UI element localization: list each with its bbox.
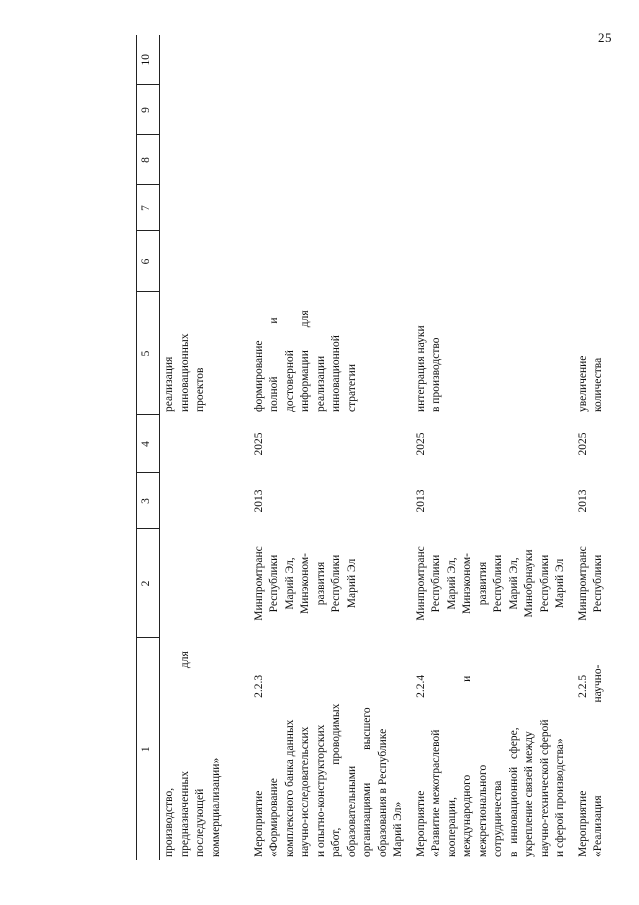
responsible-line: развития [314, 561, 327, 606]
cell-10 [160, 35, 250, 85]
column-header-2: 2 [137, 529, 160, 638]
responsible-cell [250, 529, 412, 638]
measure-line: организациями высшего [361, 707, 373, 857]
measure-line: образования в Республике [376, 728, 389, 857]
start-year-cell: 2013 [576, 489, 589, 513]
result-cell [160, 292, 250, 415]
responsible-line: Республики [592, 554, 604, 613]
measure-line: межрегионального [476, 764, 489, 857]
result-line: реализации [314, 355, 327, 412]
measure-line: Марий Эл» [392, 801, 404, 857]
start-year-cell: 2013 [414, 489, 427, 513]
column-header-8: 8 [137, 135, 160, 185]
responsible-line: развития [476, 561, 489, 606]
cell-10 [250, 35, 412, 85]
measure-line: укрепление связей между [523, 731, 535, 857]
cell-8 [412, 135, 574, 185]
cell-10 [412, 35, 574, 85]
measure-line: образовательными [345, 765, 358, 857]
table-row [160, 35, 250, 860]
cell-7 [412, 185, 574, 231]
end-year-cell: 2025 [252, 432, 265, 456]
rotated-table-wrapper [136, 35, 604, 860]
measure-title-cell [412, 638, 574, 860]
result-line: достоверной [283, 350, 296, 412]
responsible-line: Марий Эл, [283, 557, 296, 610]
measure-line: коммерциализации» [209, 757, 222, 857]
measure-line: производство, [163, 787, 175, 857]
measure-line: комплексного банка данных [283, 719, 296, 857]
result-line: информации для [299, 310, 311, 412]
responsible-line: Марий Эл [554, 558, 566, 609]
cell-10 [574, 35, 614, 85]
measure-line: последующей [194, 788, 206, 857]
result-cell [412, 292, 574, 415]
end-year-cell [160, 415, 250, 473]
result-line: количества [592, 357, 604, 412]
measures-table [136, 35, 614, 860]
result-line: в производство [430, 337, 442, 412]
measure-title-cell [574, 638, 614, 860]
table-row [250, 35, 412, 860]
cell-8 [250, 135, 412, 185]
cell-9 [250, 85, 412, 135]
cell-6 [574, 231, 614, 292]
result-line: инновационной [330, 335, 342, 412]
measure-line: сотрудничества [492, 780, 504, 857]
responsible-line: Марий Эл, [507, 557, 520, 610]
measure-line: Мероприятие 2.2.5 [576, 674, 589, 857]
responsible-line: Республики [330, 554, 342, 613]
result-cell [574, 292, 614, 415]
cell-7 [574, 185, 614, 231]
responsible-line: Минэконом- [461, 553, 473, 615]
measure-line: научно-исследовательских [299, 726, 311, 857]
measure-line: предназначенных для [178, 651, 191, 857]
result-line: интеграция науки [414, 325, 427, 412]
start-year-cell [160, 473, 250, 529]
measure-title-cell [160, 638, 250, 860]
column-header-9: 9 [137, 85, 160, 135]
end-year-cell: 2025 [576, 432, 589, 456]
result-line: инновационных [178, 333, 191, 412]
responsible-line: Минэконом- [299, 553, 311, 615]
column-header-6: 6 [137, 231, 160, 292]
cell-7 [250, 185, 412, 231]
measure-line: «Формирование [268, 778, 280, 857]
column-header-5: 5 [137, 292, 160, 415]
result-line: формирование [252, 340, 265, 412]
measure-line: и сферой производства» [554, 738, 566, 857]
responsible-cell [160, 529, 250, 638]
responsible-line: Марий Эл, [445, 557, 458, 610]
end-year-cell: 2025 [414, 432, 427, 456]
cell-9 [160, 85, 250, 135]
measure-line: работ, проводимых [330, 703, 342, 857]
measure-line: научно-технической сферой [538, 719, 551, 857]
result-line: увеличение [576, 355, 589, 412]
responsible-line: Республики [268, 554, 280, 613]
cell-8 [574, 135, 614, 185]
responsible-line: Минпромтранс [252, 546, 265, 621]
measure-line: «Реализация научно- [592, 664, 604, 857]
measure-line: и опытно-конструкторских [314, 724, 327, 857]
result-line: проектов [194, 367, 206, 412]
measure-title-cell [250, 638, 412, 860]
result-line: полной и [268, 317, 280, 412]
cell-6 [250, 231, 412, 292]
cell-6 [412, 231, 574, 292]
responsible-line: Минпромтранс [576, 546, 589, 621]
responsible-line: Минобрнауки [523, 549, 535, 618]
start-year-cell: 2013 [252, 489, 265, 513]
responsible-line: Республики [430, 554, 442, 613]
responsible-cell [412, 529, 574, 638]
measure-line: международного и [461, 675, 473, 857]
cell-8 [160, 135, 250, 185]
measure-line: Мероприятие 2.2.4 [414, 674, 427, 857]
table-row [412, 35, 574, 860]
column-header-3: 3 [137, 473, 160, 529]
measure-line: кооперации, [445, 797, 458, 857]
column-header-10: 10 [137, 35, 160, 85]
responsible-cell [574, 529, 614, 638]
responsible-line: Республики [538, 554, 551, 613]
result-cell [250, 292, 412, 415]
column-header-7: 7 [137, 185, 160, 231]
result-line: стратегии [345, 364, 358, 412]
cell-7 [160, 185, 250, 231]
responsible-line: Марий Эл [345, 558, 358, 609]
column-header-4: 4 [137, 415, 160, 473]
table-row [574, 35, 614, 860]
header-row [137, 35, 160, 860]
cell-9 [412, 85, 574, 135]
measure-line: Мероприятие 2.2.3 [252, 674, 265, 857]
cell-9 [574, 85, 614, 135]
responsible-line: Минпромтранс [414, 546, 427, 621]
measure-line: «Развитие межотраслевой [430, 729, 442, 857]
page-number: 25 [598, 30, 612, 45]
cell-6 [160, 231, 250, 292]
measure-line: в инновационной сфере, [507, 727, 520, 857]
responsible-line: Республики [492, 554, 504, 613]
result-line: реализация [163, 356, 175, 412]
column-header-1: 1 [137, 638, 160, 860]
